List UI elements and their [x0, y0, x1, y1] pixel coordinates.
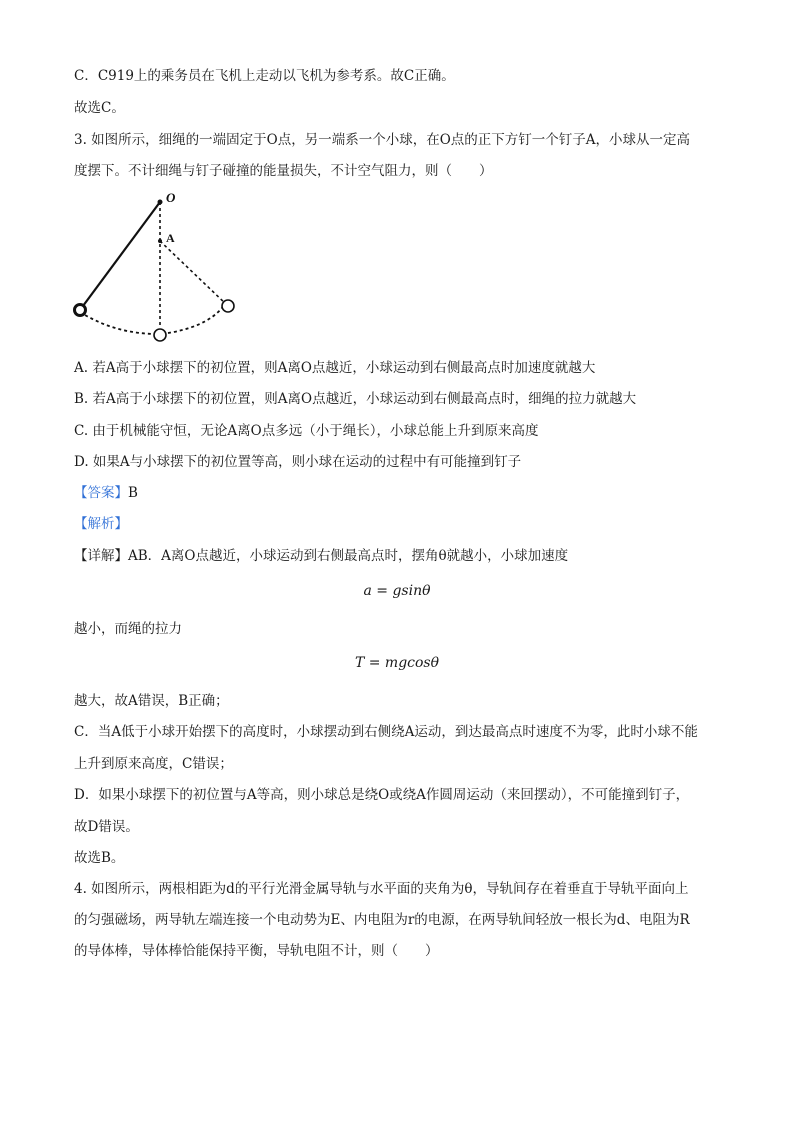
rope-line	[80, 202, 160, 310]
answer-tag: 【答案】	[74, 485, 128, 501]
ball-bottom	[154, 329, 166, 341]
q3-stem-line1: 3. 如图所示，细绳的一端固定于O点，另一端系一个小球，在O点的正下方钉一个钉子A，小球从一定高	[74, 132, 691, 148]
analysis-tag: 【解析】	[74, 516, 128, 532]
right-dashed-rope	[160, 241, 228, 306]
q3-option-c: C. 由于机械能守恒，无论A离O点多远（小于绳长），小球总能上升到原来高度	[74, 423, 539, 439]
q2-tail-line1: C．C919上的乘务员在飞机上走动以飞机为参考系。故C正确。	[74, 68, 455, 84]
answer-value: B	[128, 485, 138, 501]
q3-stem-line2: 度摆下。不计细绳与钉子碰撞的能量损失，不计空气阻力，则（ ）	[74, 163, 493, 179]
ball-start	[75, 305, 86, 316]
ball-right	[222, 300, 234, 312]
q4-stem-line1: 4. 如图所示，两根相距为d的平行光滑金属导轨与水平面的夹角为θ，导轨间存在着垂直于导轨平面向上	[74, 881, 689, 897]
q4-stem-line2: 的匀强磁场，两导轨左端连接一个电动势为E、内电阻为r的电源，在两导轨间轻放一根长为d、电阻为R	[74, 912, 690, 928]
detail-line5: 上升到原来高度，C错误；	[74, 756, 233, 772]
q2-tail-line2: 故选C。	[74, 100, 125, 116]
label-O: O	[166, 190, 176, 205]
q4-stem-line3: 的导体棒，导体棒恰能保持平衡，导轨电阻不计，则（ ）	[74, 943, 439, 959]
pendulum-figure	[70, 188, 270, 348]
formula-tension: T = mgcosθ	[354, 655, 440, 671]
q3-conclusion: 故选B。	[74, 850, 125, 866]
detail-line3: 越大，故A错误，B正确；	[74, 693, 229, 709]
q3-option-b: B. 若A高于小球摆下的初位置，则A离O点越近，小球运动到右侧最高点时，细绳的拉力就越大	[74, 391, 637, 407]
answer-line	[74, 484, 138, 502]
right-swing-arc	[162, 308, 222, 334]
detail-line7: 故D错误。	[74, 819, 139, 835]
detail-line1: 【详解】AB．A离O点越近，小球运动到右侧最高点时，摆角θ就越小，小球加速度	[74, 548, 569, 564]
formula-acceleration: a = gsinθ	[363, 583, 431, 599]
detail-line6: D．如果小球摆下的初位置与A等高，则小球总是绕O或绕A作圆周运动（来回摆动），不可能撞到钉子，	[74, 787, 690, 803]
q3-option-d: D. 如果A与小球摆下的初位置等高，则小球在运动的过程中有可能撞到钉子	[74, 454, 522, 470]
q3-option-a: A. 若A高于小球摆下的初位置，则A离O点越近，小球运动到右侧最高点时加速度就越大	[74, 360, 596, 376]
detail-line4: C．当A低于小球开始摆下的高度时，小球摆动到右侧绕A运动，到达最高点时速度不为零，此时小球不能	[74, 724, 698, 740]
detail-line2: 越小，而绳的拉力	[74, 621, 182, 637]
label-A: A	[166, 231, 175, 245]
left-swing-arc	[80, 312, 158, 334]
